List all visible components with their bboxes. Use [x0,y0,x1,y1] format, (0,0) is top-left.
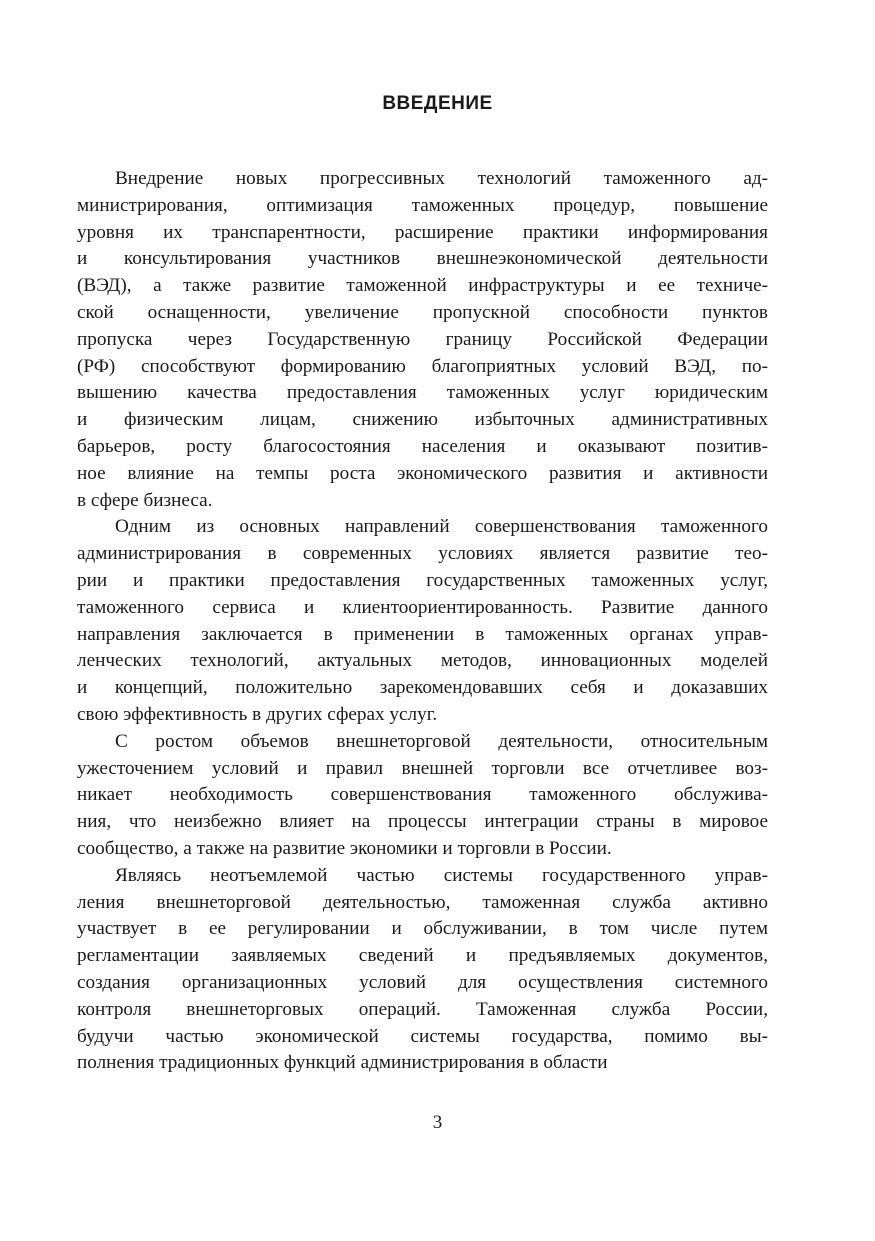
text-line: ния, что неизбежно влияет на процессы интеграции страны в мировое [77,811,768,833]
text-line: ное влияние на темпы роста экономического развития и активности [77,462,768,484]
text-line: Одним из основных направлений совершенствования таможенного [115,516,768,538]
paragraph [77,514,768,728]
text-line: ления внешнеторговой деятельностью, таможенная служба активно [77,891,768,913]
text-line: участвует в ее регулировании и обслуживании, в том числе путем [77,918,768,940]
page-title: ВВЕДЕНИЕ [382,93,493,114]
body-text [77,166,768,1077]
text-line: создания организационных условий для осуществления системного [77,971,768,993]
text-line: ленческих технологий, актуальных методов, инновационных моделей [77,650,768,672]
text-line: регламентации заявляемых сведений и предъявляемых документов, [77,945,768,967]
text-line: и физическим лицам, снижению избыточных административных [77,409,768,431]
text-line: (РФ) способствуют формированию благоприятных условий ВЭД, по- [77,355,768,377]
paragraph [77,863,768,1077]
text-line: таможенного сервиса и клиентоориентированность. Развитие данного [77,596,768,618]
text-line: (ВЭД), а также развитие таможенной инфраструктуры и ее техниче- [77,275,768,297]
text-line: ской оснащенности, увеличение пропускной способности пунктов [77,301,768,323]
paragraph [77,166,768,514]
text-line: и концепций, положительно зарекомендовавших себя и доказавших [77,677,768,699]
text-line: сообщество, а также на развитие экономики и торговли в России. [77,837,612,859]
page-number: 3 [432,1112,443,1133]
text-line: свою эффективность в других сферах услуг. [77,703,438,725]
text-line: барьеров, росту благосостояния населения и оказывают позитив- [77,435,768,457]
text-line: будучи частью экономической системы государства, помимо вы- [77,1025,768,1047]
text-line: министрирования, оптимизация таможенных процедур, повышение [77,194,768,216]
text-line: администрирования в современных условиях является развитие тео- [77,543,768,565]
text-line: направления заключается в применении в таможенных органах управ- [77,623,768,645]
text-line: полнения традиционных функций администрирования в области [77,1052,608,1074]
text-line: рии и практики предоставления государственных таможенных услуг, [77,569,768,591]
text-line: никает необходимость совершенствования таможенного обслужива- [77,784,768,806]
paragraph [77,729,768,863]
text-line: пропуска через Государственную границу Российской Федерации [77,328,768,350]
text-line: контроля внешнеторговых операций. Таможенная служба России, [77,998,768,1020]
text-line: С ростом объемов внешнеторговой деятельности, относительным [115,730,768,752]
text-line: вышению качества предоставления таможенных услуг юридическим [77,382,768,404]
text-line: Внедрение новых прогрессивных технологий таможенного ад- [115,168,768,189]
text-line: и консультирования участников внешнеэкономической деятельности [77,248,768,270]
text-line: ужесточением условий и правил внешней торговли все отчетливее воз- [77,757,768,779]
text-line: в сфере бизнеса. [77,489,213,511]
text-line: Являясь неотъемлемой частью системы государственного управ- [115,864,768,886]
text-line: уровня их транспарентности, расширение практики информирования [77,221,768,243]
